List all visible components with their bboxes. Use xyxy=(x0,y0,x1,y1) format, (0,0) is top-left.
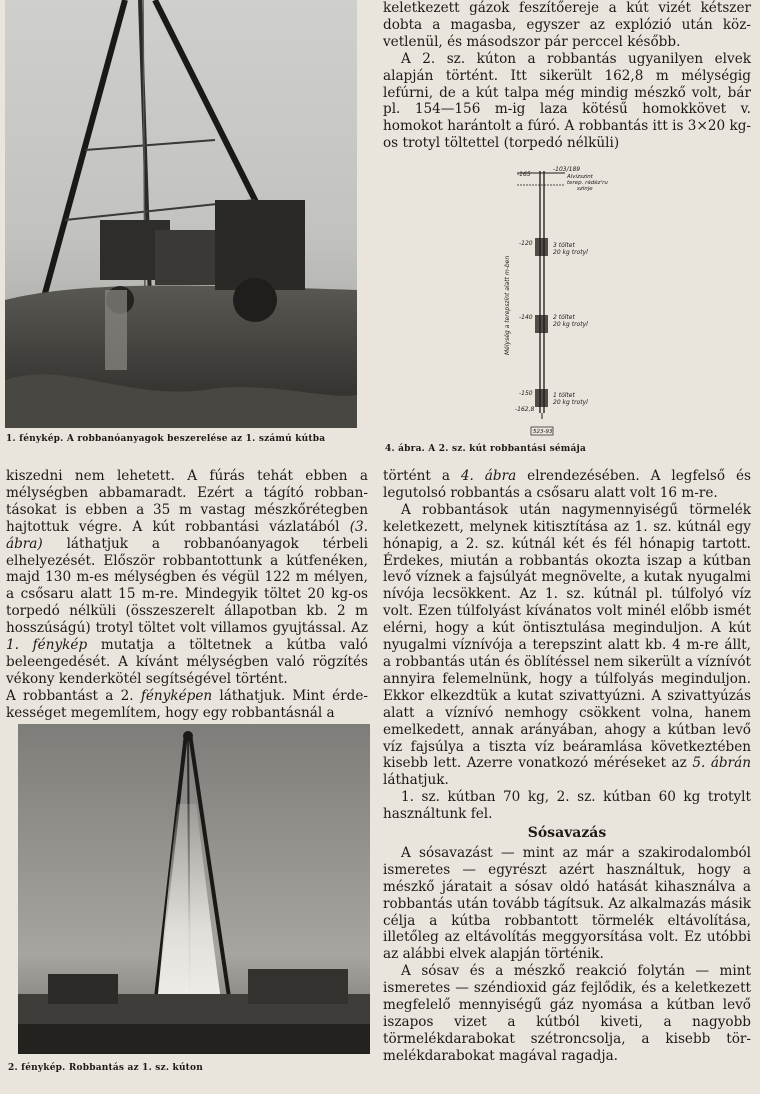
figure-reference: 4. ábra xyxy=(460,468,517,484)
fig4-charge-2-depth: -140 xyxy=(519,314,533,321)
paragraph: A sósavazást — mint az már a szakirodalomból ismeretes — egyrészt azért használtuk, hogy a mészkő járatait a sósav oldó hatását kihasználva a robbantás után tovább tágítsuk. Az alkalmazás másik célja a kútba robbantott törmelék eltávolítása, illetőleg az eltávolítás meggyorsítása volt. Ez utóbbi az alábbi elvek alapján történik. xyxy=(383,844,751,963)
photo-2-caption: 2. fénykép. Robbantás az 1. sz. kúton xyxy=(8,1063,203,1073)
paragraph xyxy=(383,468,751,502)
figure-4-caption: 4. ábra. A 2. sz. kút robbantási sémája xyxy=(385,444,587,454)
paragraph: A sósav és a mészkő reakció folytán — mint ismeretes — széndioxid gáz fejlődik, és a keletkezett megfelelő mennyiségű gáz nyomása a kútban levő iszapos vizet a kútból kiveti, a nagyobb törmelékdarabokat szétroncsolja, a kisebb törmelékdarabokat magával ragadja. xyxy=(383,963,751,1064)
fig4-charge-1-label2: 20 kg trotyl xyxy=(553,399,588,406)
photo-1-caption: 1. fénykép. A robbanóanyagok beszerelése az 1. számú kútba xyxy=(6,434,326,444)
paragraph xyxy=(383,502,751,789)
text-run: A robbantások után nagymennyiségű törmelék keletkezett, melynek kitisztítása az 1. sz. kútnál egy hónapig, a 2. sz. kútnál két és fél hónapig tartott. Érdekes, miután a robbantás okozta iszap a kútban levő víznek a fajsúlyát megnövelte, a kutak nyugalmi nívója lecsökkent. Az 1. sz. kútnál pl. túlfolyó víz volt. Ezen túlfolyást kívánatos volt minél előbb ismét elérni, hogy a kút öntisztulása meginduljon. A kút nyugalmi víznívója a terepszint alatt kb. 4 m-re állt, a robbantás után és öblítéssel nem sikerült a víznívót annyira felemelnünk, hogy a túlfolyás meginduljon. Ekkor elkezdtük a kutat szivattyúzni. A szivattyúzás alatt a víznívó nemhogy csökkent volna, hanem emelkedett, annak arányában, ahogy a kútban levő víz fajsúlya a tiszta víz beáramlása következtében kisebb lett. Azerre vonatkozó méréseket az xyxy=(383,501,751,772)
fig4-charge-3-depth: -120 xyxy=(519,240,533,247)
text-run: történt a xyxy=(383,468,450,484)
figure-reference: fényképen xyxy=(140,687,213,704)
photo-1-image xyxy=(5,0,357,428)
fig4-charge-3-label1: 3 töltet xyxy=(553,242,575,249)
paragraph xyxy=(6,468,368,688)
figure-reference: (3. ábra) xyxy=(6,518,368,552)
paragraph xyxy=(6,688,368,722)
photo-2-explosion xyxy=(18,724,370,1054)
text-run: láthatjuk a robbanóanyagok térbeli elhelyezését. Először robbantottunk a kútfenéken, majd 130 m-es mélységben és végül 122 m mélyen, a csősaru alatt 15 m-re. Mindegyik töltet 20 kg-os torpedó nélküli (összeszerelt állapotban kb. 2 m hosszúságú) trotyl töltet volt villamos gyujtással. Az xyxy=(6,535,369,637)
fig4-charge-2-label1: 2 töltet xyxy=(553,314,575,321)
text-run: mutatja a töltetnek a kútba való beleengedését. A kívánt mélységben való rögzítés vékony kenderkötél segítségével történt. xyxy=(6,637,368,687)
text-run: láthatjuk. xyxy=(383,772,449,789)
paragraph: 1. sz. kútban 70 kg, 2. sz. kútban 60 kg trotylt használtunk fel. xyxy=(383,789,751,823)
text-run: kiszedni nem lehetett. A fúrás tehát ebben a mélységben abbamaradt. Ezért a tágító robbantásokat is ebben a 35 m vastag mészkőrétegben hajtottuk végre. A kút robbantási vázlatából xyxy=(6,468,368,535)
photo-1-drilling-rig xyxy=(5,0,357,428)
right-column-top-text xyxy=(383,0,751,152)
text-run: A robbantást a 2. xyxy=(6,687,134,704)
fig4-charge-1-depth: -150 xyxy=(519,390,533,397)
fig4-charge-1-label1: 1 töltet xyxy=(553,392,575,399)
fig4-axis-label: Mélység a terepszínt alatt m-ben xyxy=(504,255,511,355)
fig4-top-label-1: Alvízszint xyxy=(567,174,593,180)
figure-reference: 1. fénykép xyxy=(6,637,88,654)
photo-2-image xyxy=(18,724,370,1054)
figure-4-blasting-scheme xyxy=(495,165,615,440)
text-run: elrendezésében. A legfelső és legutolsó robbantás a csősaru alatt volt 16 m-re. xyxy=(383,468,751,501)
right-column-main-text xyxy=(383,468,751,1065)
section-title: Sósavazás xyxy=(527,825,607,842)
paragraph: A 2. sz. kúton a robbantás ugyanilyen elvek alapján történt. Itt sikerült 162,8 m mélységig lefúrni, de a kút talpa még mindig mészkő volt, bár pl. 154—156 m-ig laza kötésű homokkövet v. homokot harántolt a fúró. A robbantás itt is 3×20 kg-os trotyl töltettel (torpedó nélküli) xyxy=(383,50,751,152)
fig4-stamp: 523-93 xyxy=(533,429,553,435)
fig4-top-mark-1: -165 xyxy=(517,171,531,178)
figure-reference: 5. ábrán xyxy=(692,755,751,772)
fig4-charge-3-label2: 20 kg trotyl xyxy=(553,249,588,256)
text-run: láthatjuk. Mint érdekességet megemlítem, hogy egy robbantásnál a xyxy=(6,687,368,721)
fig4-bottom-depth: -162,8 xyxy=(515,406,535,413)
left-column-text xyxy=(6,468,368,722)
fig4-charge-2-label2: 20 kg trotyl xyxy=(553,321,588,328)
figure-4-svg xyxy=(495,165,615,440)
fig4-top-label-2: terep. rádéz'ru xyxy=(567,180,608,186)
fig4-top-label-3: szinje xyxy=(577,186,593,192)
paragraph: keletkezett gázok feszítőereje a kút vizét kétszer dobta a magasba, egyszer az explózió után közvetlenül, és másodszor pár perccel később. xyxy=(383,0,751,50)
fig4-top-mark-2: -103/189 xyxy=(553,166,581,173)
